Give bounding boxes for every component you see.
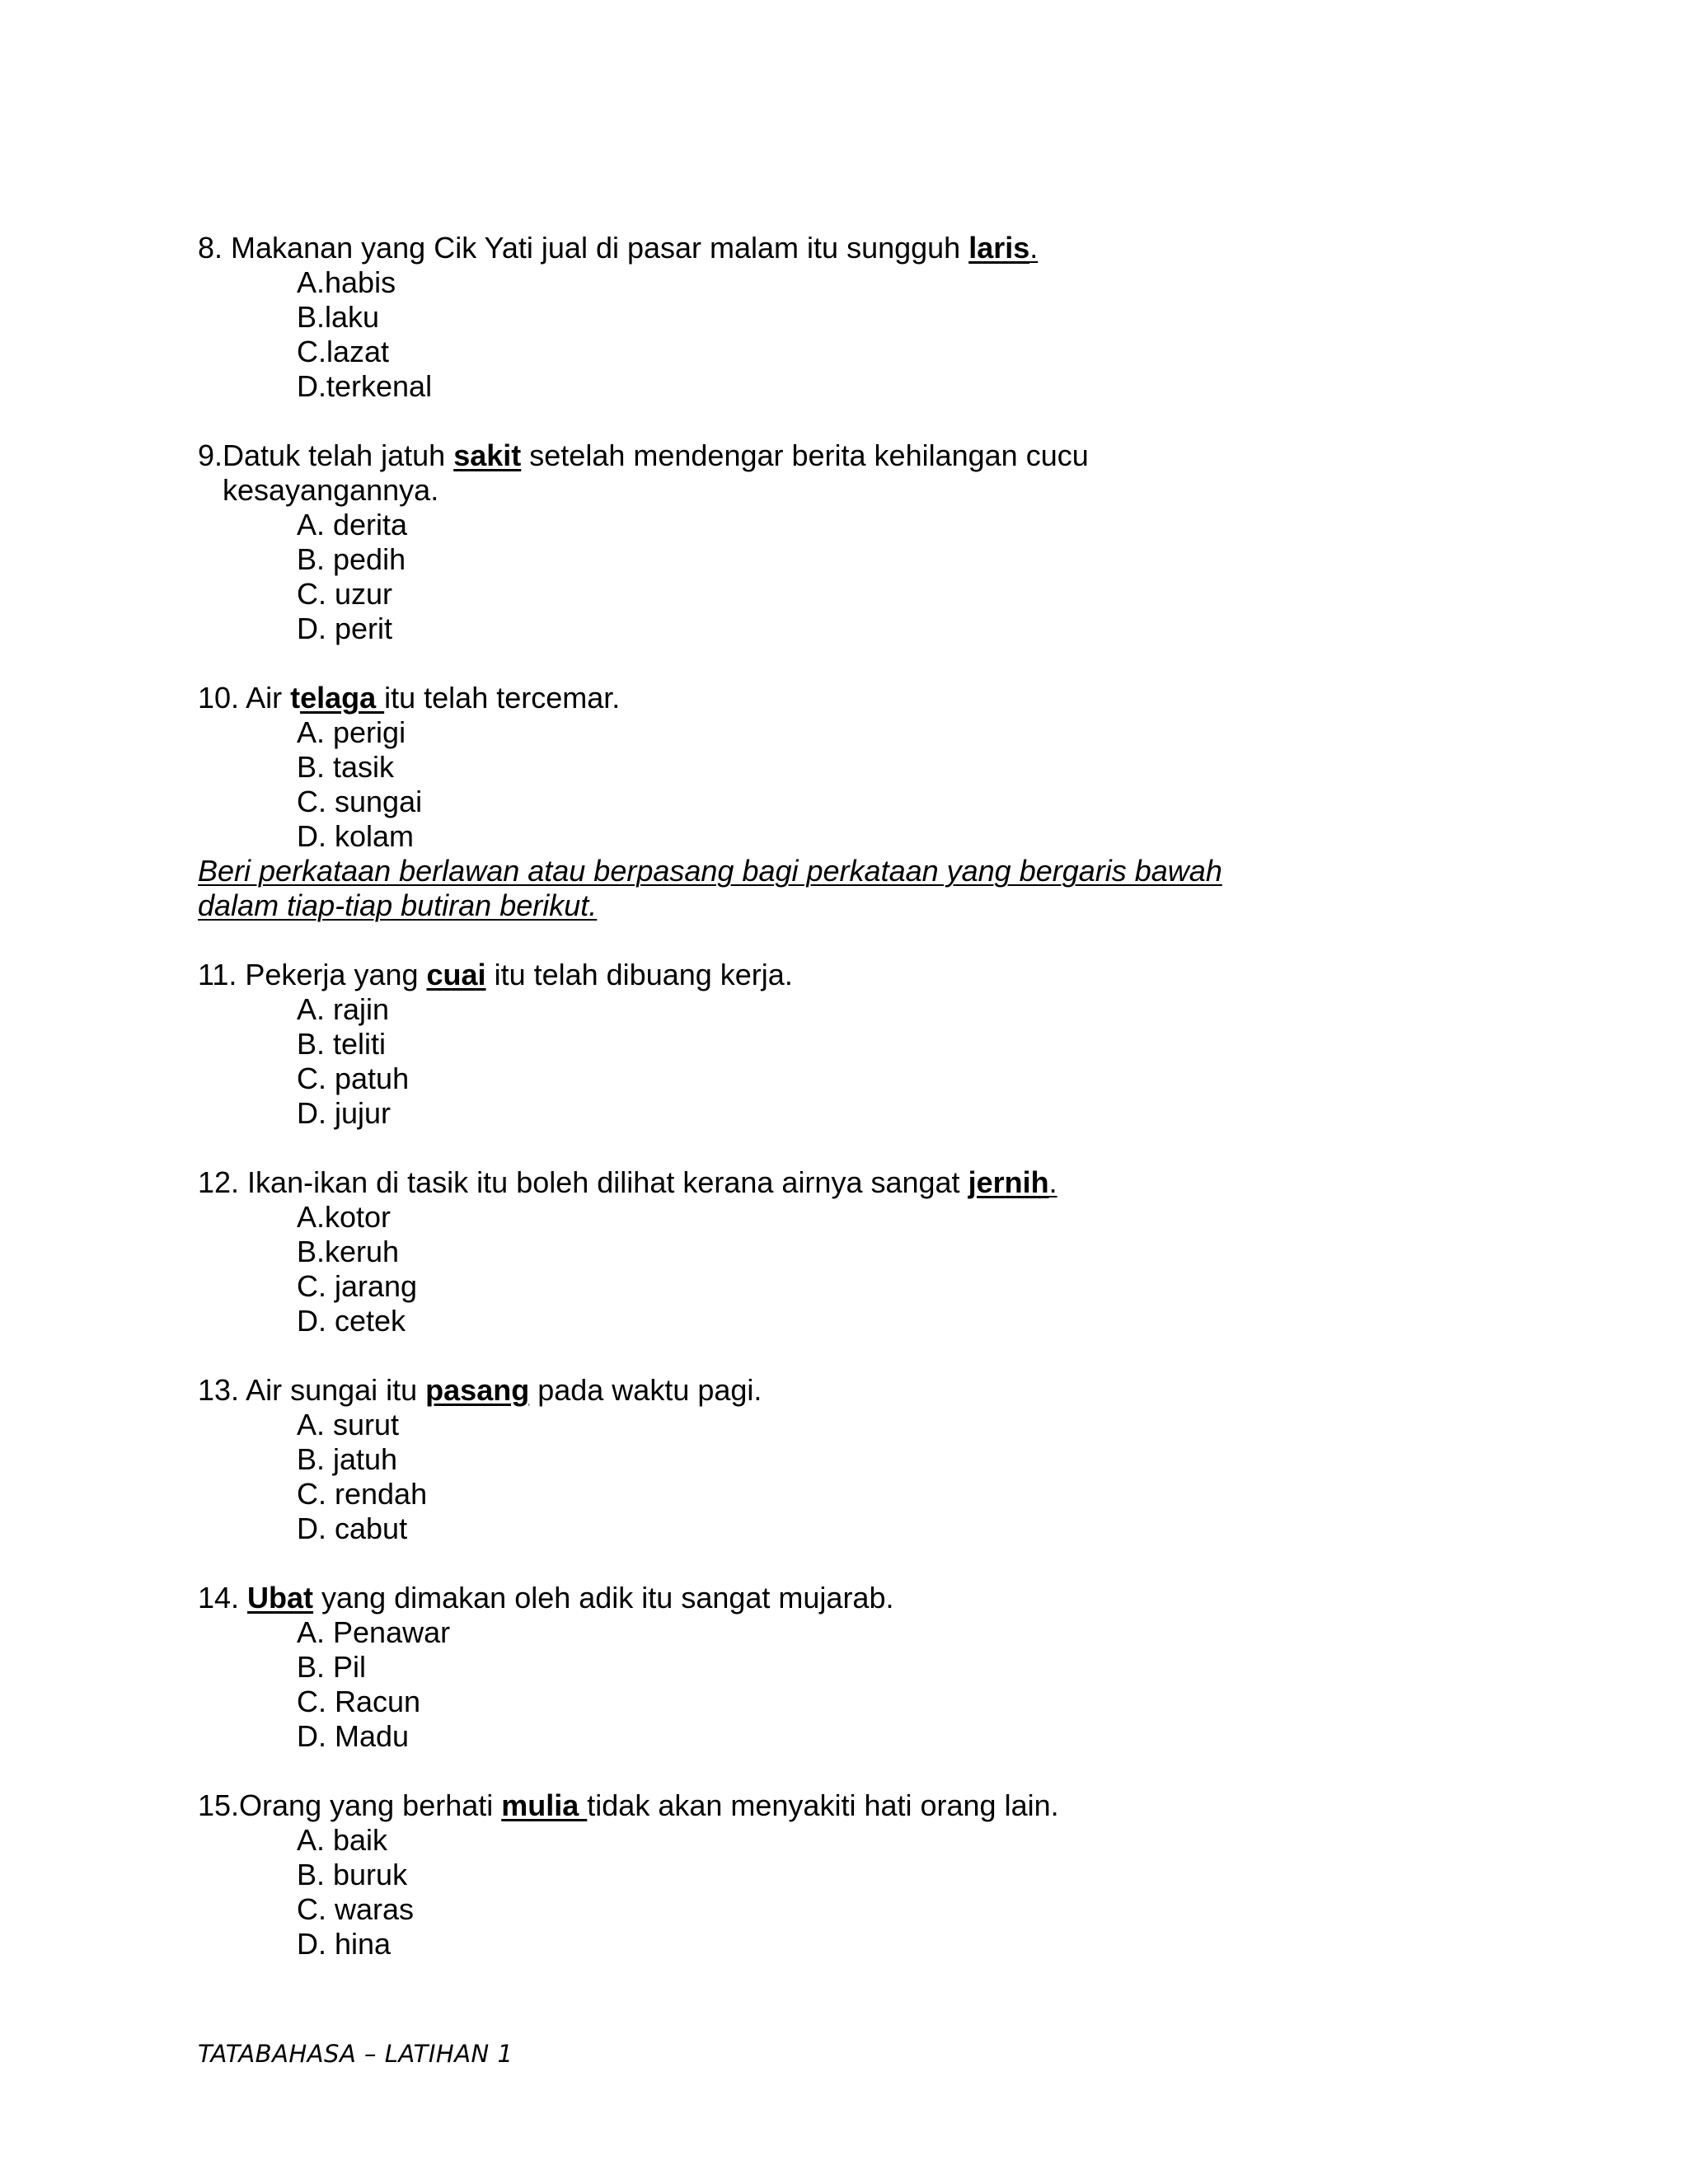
option-b: B. Pil bbox=[297, 1650, 367, 1684]
keyword-prefix: t bbox=[290, 681, 301, 715]
option-d: D. cabut bbox=[297, 1511, 408, 1545]
underlined-keyword: Ubat bbox=[247, 1581, 314, 1615]
question-13 bbox=[198, 1373, 1550, 1546]
spacer bbox=[198, 1546, 1550, 1581]
option-c: C.lazat bbox=[297, 335, 390, 368]
question-text: Ikan-ikan di tasik itu boleh dilihat kerana airnya sangat bbox=[247, 1165, 968, 1199]
page-footer: TATABAHASA – LATIHAN 1 bbox=[198, 2040, 513, 2068]
option-d: D. Madu bbox=[297, 1719, 410, 1753]
option-a: A. derita bbox=[297, 508, 408, 541]
option-a: A.kotor bbox=[297, 1200, 392, 1234]
underlined-keyword: pasang bbox=[425, 1373, 530, 1407]
question-text: Air sungai itu bbox=[246, 1373, 426, 1407]
question-11-text bbox=[198, 958, 1550, 992]
answer-options bbox=[198, 1615, 1550, 1754]
option-d: D. jujur bbox=[297, 1096, 392, 1130]
spacer bbox=[198, 1131, 1550, 1165]
answer-options bbox=[198, 265, 1550, 404]
section-instruction-line-2: dalam tiap-tiap butiran berikut. bbox=[198, 888, 598, 922]
underlined-keyword: sakit bbox=[453, 438, 522, 472]
answer-options bbox=[198, 1200, 1550, 1338]
question-12 bbox=[198, 1165, 1550, 1338]
underlined-keyword: elaga bbox=[300, 681, 385, 715]
option-c: C. jarang bbox=[297, 1269, 418, 1303]
question-9-continuation: kesayangannya. bbox=[223, 473, 439, 507]
underlined-keyword: jernih bbox=[968, 1165, 1049, 1199]
worksheet-content bbox=[198, 231, 1550, 1961]
answer-options bbox=[198, 508, 1550, 646]
question-number: 13. bbox=[198, 1373, 246, 1407]
option-b: B. pedih bbox=[297, 542, 406, 576]
question-14-text bbox=[198, 1581, 1550, 1615]
question-15 bbox=[198, 1788, 1550, 1961]
question-text-end: . bbox=[1029, 231, 1039, 265]
question-text: Datuk telah jatuh bbox=[223, 438, 454, 472]
answer-options bbox=[198, 715, 1550, 854]
question-text: Orang yang berhati bbox=[239, 1788, 502, 1822]
option-d: D. hina bbox=[297, 1927, 392, 1961]
option-b: B. tasik bbox=[297, 750, 395, 784]
option-a: A. Penawar bbox=[297, 1615, 451, 1649]
question-number: 8. bbox=[198, 231, 232, 265]
option-a: A. perigi bbox=[297, 715, 406, 749]
option-d: D. perit bbox=[297, 612, 393, 645]
question-text-end: setelah mendengar berita kehilangan cucu bbox=[521, 438, 1089, 472]
option-c: C. Racun bbox=[297, 1685, 421, 1718]
spacer bbox=[198, 404, 1550, 438]
spacer bbox=[198, 923, 1550, 958]
answer-options bbox=[198, 1823, 1550, 1961]
option-b: B. buruk bbox=[297, 1858, 408, 1891]
option-c: C. waras bbox=[297, 1892, 415, 1926]
spacer bbox=[198, 646, 1550, 681]
question-number: 9. bbox=[198, 438, 223, 472]
option-b: B. teliti bbox=[297, 1027, 387, 1061]
question-text: Makanan yang Cik Yati jual di pasar malam itu sungguh bbox=[231, 231, 969, 265]
option-a: A. rajin bbox=[297, 992, 390, 1026]
question-number: 14. bbox=[198, 1581, 248, 1615]
question-15-text bbox=[198, 1788, 1550, 1823]
option-d: D. kolam bbox=[297, 819, 415, 853]
section-instruction-line-1: Beri perkataan berlawan atau berpasang bagi perkataan yang bergaris bawah bbox=[198, 854, 1222, 888]
underlined-keyword: laris bbox=[968, 231, 1030, 265]
question-text-end: . bbox=[1048, 1165, 1057, 1199]
question-text-end: pada waktu pagi. bbox=[529, 1373, 762, 1407]
option-b: B.keruh bbox=[297, 1235, 400, 1268]
question-10-text bbox=[198, 681, 1550, 715]
option-b: B. jatuh bbox=[297, 1442, 398, 1476]
underlined-keyword: mulia bbox=[501, 1788, 588, 1822]
question-number: 12. bbox=[198, 1165, 248, 1199]
question-10 bbox=[198, 681, 1550, 854]
question-9-text bbox=[198, 438, 1550, 473]
underlined-keyword: cuai bbox=[426, 958, 486, 991]
question-13-text bbox=[198, 1373, 1550, 1408]
question-number: 10. bbox=[198, 681, 246, 715]
question-text: Pekerja yang bbox=[245, 958, 427, 991]
question-text-end: yang dimakan oleh adik itu sangat mujarab. bbox=[313, 1581, 894, 1615]
option-d: D. cetek bbox=[297, 1304, 406, 1338]
option-b: B.laku bbox=[297, 300, 380, 334]
option-d: D.terkenal bbox=[297, 369, 433, 403]
question-8-text bbox=[198, 231, 1550, 265]
option-c: C. patuh bbox=[297, 1062, 410, 1095]
question-text-end: tidak akan menyakiti hati orang lain. bbox=[587, 1788, 1059, 1822]
answer-options bbox=[198, 992, 1550, 1131]
option-c: C. rendah bbox=[297, 1477, 428, 1511]
spacer bbox=[198, 1338, 1550, 1373]
question-text: Air bbox=[246, 681, 291, 715]
answer-options bbox=[198, 1408, 1550, 1546]
option-c: C. sungai bbox=[297, 785, 423, 818]
question-number: 11. bbox=[198, 958, 246, 991]
option-a: A. baik bbox=[297, 1823, 388, 1857]
option-c: C. uzur bbox=[297, 577, 393, 611]
question-8 bbox=[198, 231, 1550, 404]
spacer bbox=[198, 1754, 1550, 1788]
question-14 bbox=[198, 1581, 1550, 1754]
option-a: A.habis bbox=[297, 265, 396, 299]
question-text-end: itu telah dibuang kerja. bbox=[485, 958, 793, 991]
question-number: 15. bbox=[198, 1788, 240, 1822]
question-9 bbox=[198, 438, 1550, 646]
question-text-end: itu telah tercemar. bbox=[384, 681, 621, 715]
question-11 bbox=[198, 958, 1550, 1131]
question-12-text bbox=[198, 1165, 1550, 1200]
option-a: A. surut bbox=[297, 1408, 400, 1441]
